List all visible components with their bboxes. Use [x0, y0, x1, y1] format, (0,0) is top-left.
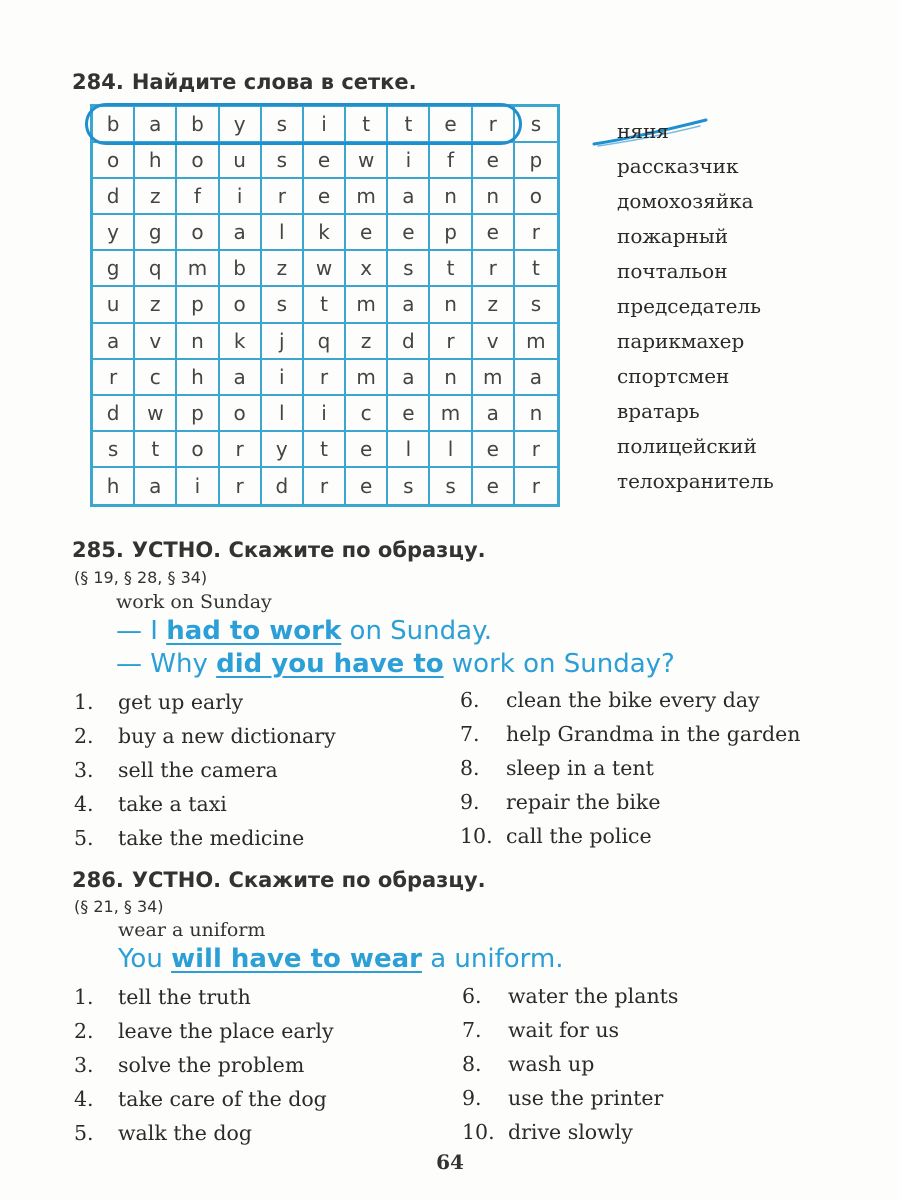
item-number: 7. [462, 1018, 482, 1042]
answer-text: work on Sunday? [443, 649, 675, 679]
answer-text: You [118, 944, 172, 974]
word-search-grid [90, 104, 560, 507]
grid-cell: u [93, 287, 135, 323]
grid-cell: d [93, 396, 135, 432]
grid-cell: r [220, 432, 262, 468]
grid-cell: c [135, 360, 177, 396]
grid-cell: e [346, 468, 388, 504]
item-text: water the plants [508, 984, 679, 1008]
item-text: get up early [118, 690, 244, 714]
item-text: repair the bike [506, 790, 661, 814]
grid-cell: r [262, 179, 304, 215]
grid-cell: i [388, 143, 430, 179]
grid-cell: z [473, 287, 515, 323]
grid-cell: e [473, 432, 515, 468]
page-number: 64 [436, 1150, 464, 1174]
grid-cell: a [515, 360, 557, 396]
clue-item: полицейский [617, 434, 757, 458]
grid-cell: m [346, 360, 388, 396]
item-text: drive slowly [508, 1120, 633, 1144]
exercise-286-left-list [74, 980, 334, 1150]
grammar-references: (§ 19, § 28, § 34) [74, 568, 208, 587]
grid-cell: s [515, 107, 557, 143]
grid-cell: a [388, 179, 430, 215]
grid-cell: c [346, 396, 388, 432]
grid-cell: z [135, 179, 177, 215]
grid-cell: m [515, 324, 557, 360]
item-text: wash up [508, 1052, 595, 1076]
grid-cell: e [473, 143, 515, 179]
grid-cell: e [304, 143, 346, 179]
item-text: tell the truth [118, 985, 251, 1009]
list-item [462, 1115, 678, 1149]
grid-cell: q [304, 324, 346, 360]
item-number: 9. [460, 790, 480, 814]
grid-cell: h [135, 143, 177, 179]
item-text: take the medicine [118, 826, 305, 850]
item-number: 5. [74, 826, 94, 850]
grid-cell: e [388, 396, 430, 432]
grid-cell: a [220, 215, 262, 251]
item-text: call the police [506, 824, 652, 848]
model-answer-1 [116, 616, 492, 646]
grid-cell: g [135, 215, 177, 251]
clue-item: пожарный [617, 224, 729, 248]
grid-cell: m [473, 360, 515, 396]
grid-cell: s [262, 287, 304, 323]
grid-cell: n [430, 179, 472, 215]
grid-cell: k [304, 215, 346, 251]
answer-text: — Why [116, 649, 217, 679]
item-text: sleep in a tent [506, 756, 654, 780]
grid-cell: b [93, 107, 135, 143]
grid-cell: y [262, 432, 304, 468]
list-item [460, 785, 800, 819]
grid-cell: o [220, 287, 262, 323]
clue-item: няня [617, 119, 669, 143]
answer-text: a uniform. [421, 944, 564, 974]
item-text: solve the problem [118, 1053, 305, 1077]
clue-item: спортсмен [617, 364, 730, 388]
grid-cell: o [177, 432, 219, 468]
grid-cell: m [430, 396, 472, 432]
grid-cell: n [473, 179, 515, 215]
item-text: buy a new dictionary [118, 724, 336, 748]
grid-cell: l [262, 215, 304, 251]
list-item [74, 719, 336, 753]
grid-cell: f [177, 179, 219, 215]
grid-cell: r [515, 215, 557, 251]
list-item [460, 683, 800, 717]
item-number: 7. [460, 722, 480, 746]
item-number: 5. [74, 1121, 94, 1145]
list-item [74, 980, 334, 1014]
grid-cell: s [262, 143, 304, 179]
grid-cell: r [304, 468, 346, 504]
item-number: 6. [462, 984, 482, 1008]
list-item [74, 1048, 334, 1082]
grid-cell: l [262, 396, 304, 432]
item-number: 8. [460, 756, 480, 780]
grid-cell: n [430, 287, 472, 323]
grid-cell: o [515, 179, 557, 215]
exercise-284-heading [72, 70, 417, 94]
grid-cell: r [304, 360, 346, 396]
model-answer [118, 944, 563, 974]
item-number: 6. [460, 688, 480, 712]
grid-cell: l [388, 432, 430, 468]
grid-cell: s [93, 432, 135, 468]
grid-cell: s [262, 107, 304, 143]
list-item [462, 1047, 678, 1081]
model-prompt: work on Sunday [116, 591, 272, 613]
grid-cell: t [304, 432, 346, 468]
grid-cell: w [346, 143, 388, 179]
list-item [460, 751, 800, 785]
item-text: leave the place early [118, 1019, 334, 1043]
grid-cell: e [346, 215, 388, 251]
item-number: 8. [462, 1052, 482, 1076]
grid-cell: s [430, 468, 472, 504]
grid-cell: z [135, 287, 177, 323]
grid-cell: a [220, 360, 262, 396]
grid-cell: k [220, 324, 262, 360]
grammar-references: (§ 21, § 34) [74, 897, 164, 916]
grid-cell: d [93, 179, 135, 215]
grid-cell: r [531, 473, 541, 498]
exercise-285-left-list [74, 685, 336, 855]
item-number: 2. [74, 724, 94, 748]
item-number: 4. [74, 1087, 94, 1111]
answer-highlight: had to work [166, 616, 342, 646]
item-text: use the printer [508, 1086, 664, 1110]
exercise-286-right-list [462, 979, 678, 1149]
list-item [74, 685, 336, 719]
exercise-285-right-list [460, 683, 800, 853]
grid-cell: i [177, 468, 219, 504]
grid-cell: u [220, 143, 262, 179]
item-text: help Grandma in the garden [506, 722, 801, 746]
clue-list [617, 114, 774, 499]
clue-item: почтальон [617, 259, 728, 283]
list-item [462, 1013, 678, 1047]
grid-cell: b [177, 107, 219, 143]
grid-cell: o [220, 396, 262, 432]
grid-cell: w [135, 396, 177, 432]
item-number: 3. [74, 1053, 94, 1077]
grid-cell: a [473, 396, 515, 432]
item-text: take a taxi [118, 792, 227, 816]
grid-cell: t [346, 107, 388, 143]
item-text: walk the dog [118, 1121, 252, 1145]
clue-item: вратарь [617, 399, 700, 423]
clue-item: председатель [617, 294, 762, 318]
clue-item: телохранитель [617, 469, 774, 493]
grid-cell: g [93, 251, 135, 287]
list-item [74, 1014, 334, 1048]
grid-cell: o [177, 215, 219, 251]
grid-cell: s [515, 287, 557, 323]
exercise-number: 285. [72, 538, 124, 562]
grid-cell: m [346, 179, 388, 215]
grid-cell: x [346, 251, 388, 287]
grid-cell: r [93, 360, 135, 396]
grid-cell: l [430, 432, 472, 468]
grid-cell: n [177, 324, 219, 360]
grid-cell: n [515, 396, 557, 432]
grid-cell: y [220, 107, 262, 143]
grid-cell: a [388, 360, 430, 396]
answer-text: — I [116, 616, 167, 646]
answer-text: on Sunday. [341, 616, 493, 646]
grid-cell: a [388, 287, 430, 323]
grid-cell: a [93, 324, 135, 360]
grid-cell: h [177, 360, 219, 396]
grid-cell: p [177, 287, 219, 323]
grid-cell: e [473, 468, 515, 504]
grid-cell: m [346, 287, 388, 323]
grid-cell: o [177, 143, 219, 179]
grid-cell: q [135, 251, 177, 287]
grid-cell: y [93, 215, 135, 251]
grid-cell: j [262, 324, 304, 360]
list-item [462, 1081, 678, 1115]
list-item [74, 821, 336, 855]
grid-cell: e [388, 215, 430, 251]
grid-cell: z [262, 251, 304, 287]
grid-cell: e [473, 215, 515, 251]
item-text: clean the bike every day [506, 688, 760, 712]
item-number: 10. [460, 824, 493, 848]
grid-cell: r [220, 468, 262, 504]
clue-item: домохозяйка [617, 189, 754, 213]
grid-cell: d [262, 468, 304, 504]
model-prompt: wear a uniform [118, 919, 266, 941]
exercise-number: 286. [72, 868, 124, 892]
grid-cell: r [515, 432, 557, 468]
grid-cell: b [220, 251, 262, 287]
grid-cell: n [430, 360, 472, 396]
list-item [74, 1116, 334, 1150]
grid-cell: r [473, 107, 515, 143]
item-text: wait for us [508, 1018, 620, 1042]
exercise-title: УСТНО. Скажите по образцу. [131, 538, 486, 562]
grid-cell: r [430, 324, 472, 360]
grid-cell: e [346, 432, 388, 468]
grid-cell: z [346, 324, 388, 360]
exercise-286-heading [72, 868, 486, 892]
grid-cell: s [388, 251, 430, 287]
item-number: 1. [74, 985, 94, 1009]
grid-cell: h [93, 468, 135, 504]
list-item [74, 1082, 334, 1116]
clue-item: парикмахер [617, 329, 745, 353]
item-number: 2. [74, 1019, 94, 1043]
grid-cell: t [135, 432, 177, 468]
exercise-title: УСТНО. Скажите по образцу. [131, 868, 486, 892]
grid-cell: a [135, 468, 177, 504]
item-number: 3. [74, 758, 94, 782]
grid-cell: w [304, 251, 346, 287]
grid-cell: v [135, 324, 177, 360]
item-text: take care of the dog [118, 1087, 327, 1111]
exercise-285-heading [72, 538, 486, 562]
grid-cell: r [473, 251, 515, 287]
list-item [460, 819, 800, 853]
grid-cell: t [388, 107, 430, 143]
item-number: 9. [462, 1086, 482, 1110]
grid-cell: d [388, 324, 430, 360]
grid-cell: i [220, 179, 262, 215]
exercise-title: Найдите слова в сетке. [131, 70, 417, 94]
grid-cell: p [430, 215, 472, 251]
grid-cell: f [430, 143, 472, 179]
grid-cell: t [515, 251, 557, 287]
grid-cell: i [304, 396, 346, 432]
grid-cell: o [93, 143, 135, 179]
grid-cell: a [135, 107, 177, 143]
grid-cell: e [304, 179, 346, 215]
answer-highlight: will have to wear [171, 944, 422, 974]
grid-cell: p [515, 143, 557, 179]
list-item [460, 717, 800, 751]
grid-cell: v [473, 324, 515, 360]
grid-cell: t [430, 251, 472, 287]
item-number: 1. [74, 690, 94, 714]
grid-cell: m [177, 251, 219, 287]
grid-cell: t [304, 287, 346, 323]
list-item [74, 753, 336, 787]
grid-cell: i [262, 360, 304, 396]
item-text: sell the camera [118, 758, 278, 782]
grid-cell: s [388, 468, 430, 504]
answer-highlight: did you have to [216, 649, 444, 679]
list-item [74, 787, 336, 821]
item-number: 4. [74, 792, 94, 816]
item-number: 10. [462, 1120, 495, 1144]
model-answer-2 [116, 649, 675, 679]
grid-cell: p [177, 396, 219, 432]
list-item [462, 979, 678, 1013]
exercise-number: 284. [72, 70, 124, 94]
grid-cell: i [304, 107, 346, 143]
grid-cell: e [430, 107, 472, 143]
clue-item: рассказчик [617, 154, 739, 178]
